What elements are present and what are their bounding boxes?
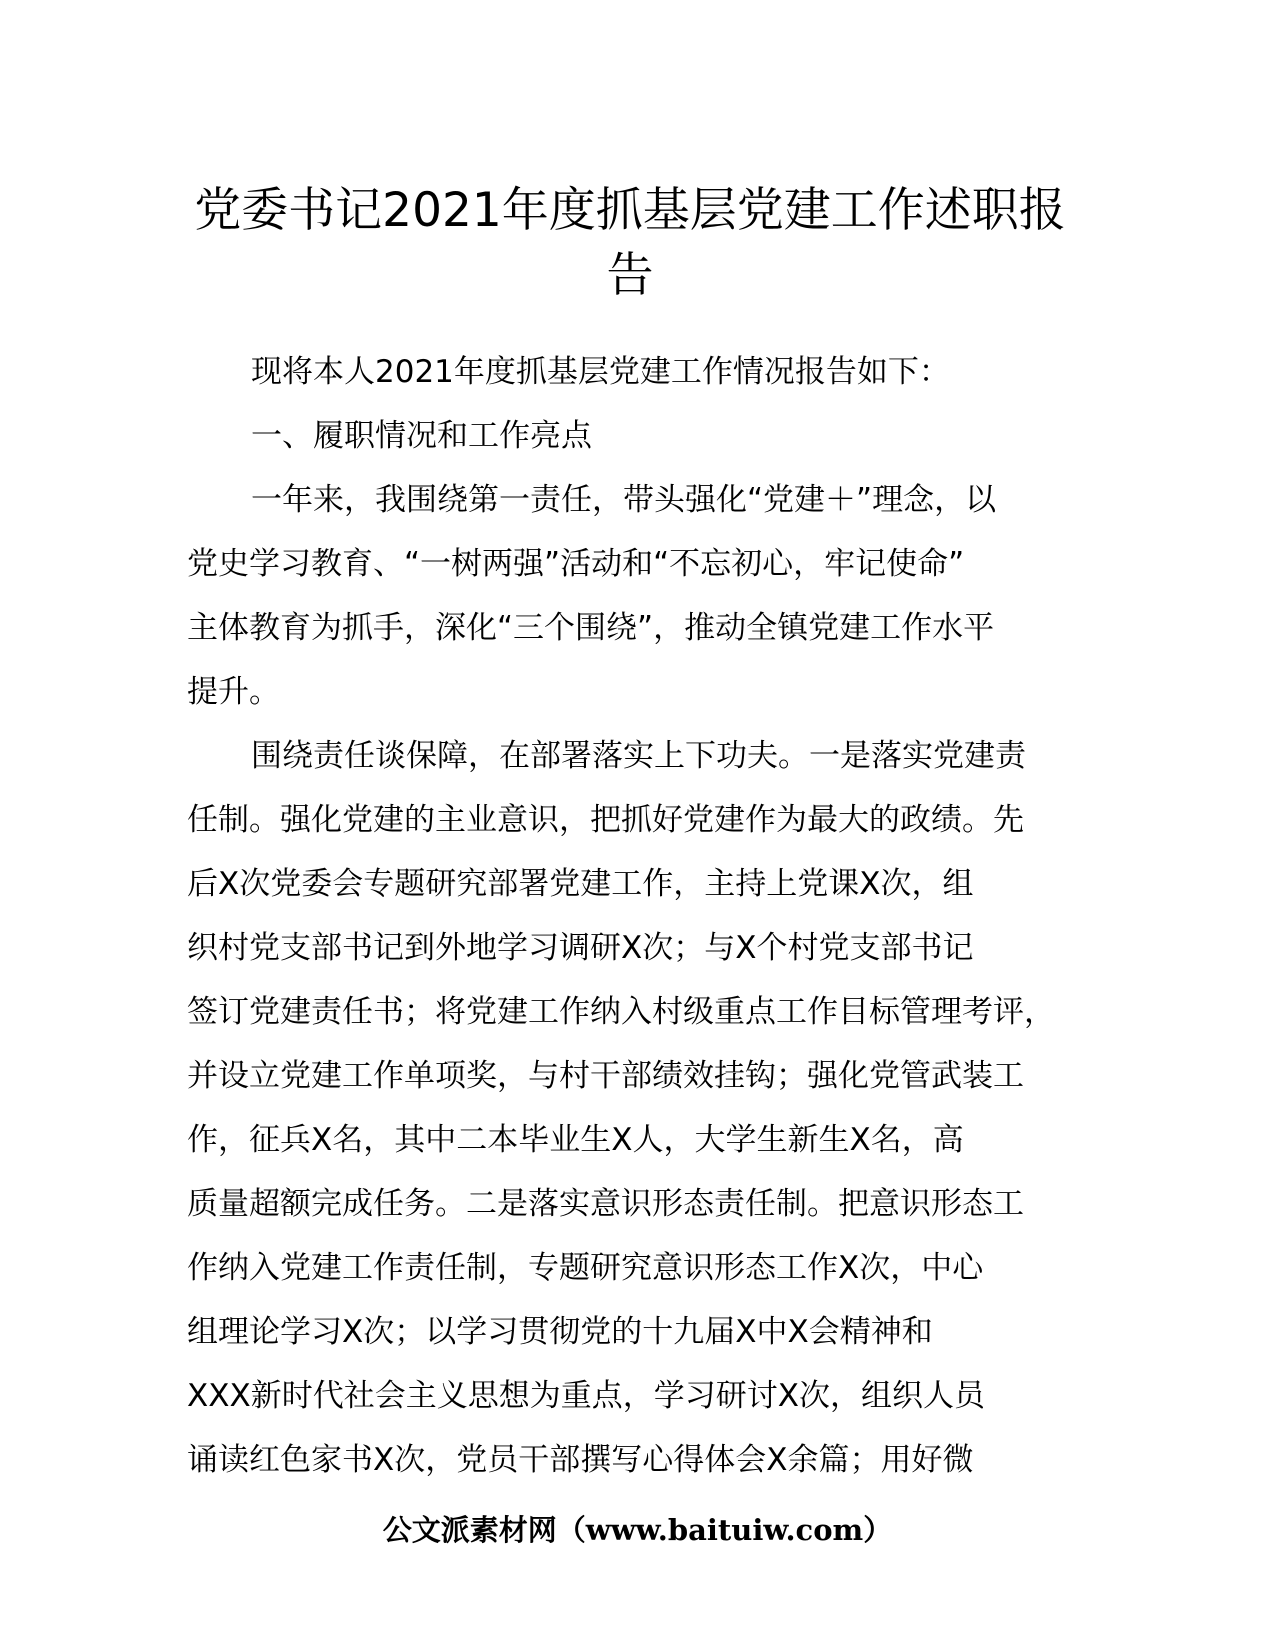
- body-line: 作，征兵X名，其中二本毕业生X人，大学生新生X名，高: [187, 1122, 964, 1158]
- body-line: 一年来，我围绕第一责任，带头强化“党建＋”理念，以: [251, 482, 997, 518]
- body-line: XXX新时代社会主义思想为重点，学习研讨X次，组织人员: [187, 1378, 985, 1414]
- title-line-1: 党委书记2021年度抓基层党建工作述职报: [194, 183, 1066, 238]
- body-line: 织村党支部书记到外地学习调研X次；与X个村党支部书记: [187, 930, 974, 966]
- body-line: 并设立党建工作单项奖，与村干部绩效挂钩；强化党管武装工: [187, 1058, 1024, 1094]
- footer-watermark: 公文派素材网（www.baituiw.com）: [382, 1513, 893, 1547]
- body-line: 党史学习教育、“一树两强”活动和“不忘初心，牢记使命”: [187, 546, 965, 582]
- document-title: [180, 178, 1080, 308]
- body-line: 提升。: [187, 674, 280, 710]
- body-line: 作纳入党建工作责任制，专题研究意识形态工作X次，中心: [187, 1250, 984, 1286]
- body-line: 任制。强化党建的主业意识，把抓好党建作为最大的政绩。先: [187, 802, 1024, 838]
- body-line: 签订党建责任书；将党建工作纳入村级重点工作目标管理考评，: [187, 994, 1055, 1030]
- body-line: 围绕责任谈保障，在部署落实上下功夫。一是落实党建责: [251, 738, 1026, 774]
- body-line: 组理论学习X次；以学习贯彻党的十九届X中X会精神和: [187, 1314, 933, 1350]
- body-line: 质量超额完成任务。二是落实意识形态责任制。把意识形态工: [187, 1186, 1024, 1222]
- body-line: 主体教育为抓手，深化“三个围绕”，推动全镇党建工作水平: [187, 610, 995, 646]
- body-line: 现将本人2021年度抓基层党建工作情况报告如下：: [251, 354, 950, 390]
- title-line-2: 告: [606, 248, 654, 303]
- body-line: 一、履职情况和工作亮点: [251, 418, 592, 454]
- body-line: 诵读红色家书X次，党员干部撰写心得体会X余篇；用好微: [187, 1442, 974, 1478]
- document-body: [187, 340, 1087, 1492]
- body-line: 后X次党委会专题研究部署党建工作，主持上党课X次，组: [187, 866, 974, 902]
